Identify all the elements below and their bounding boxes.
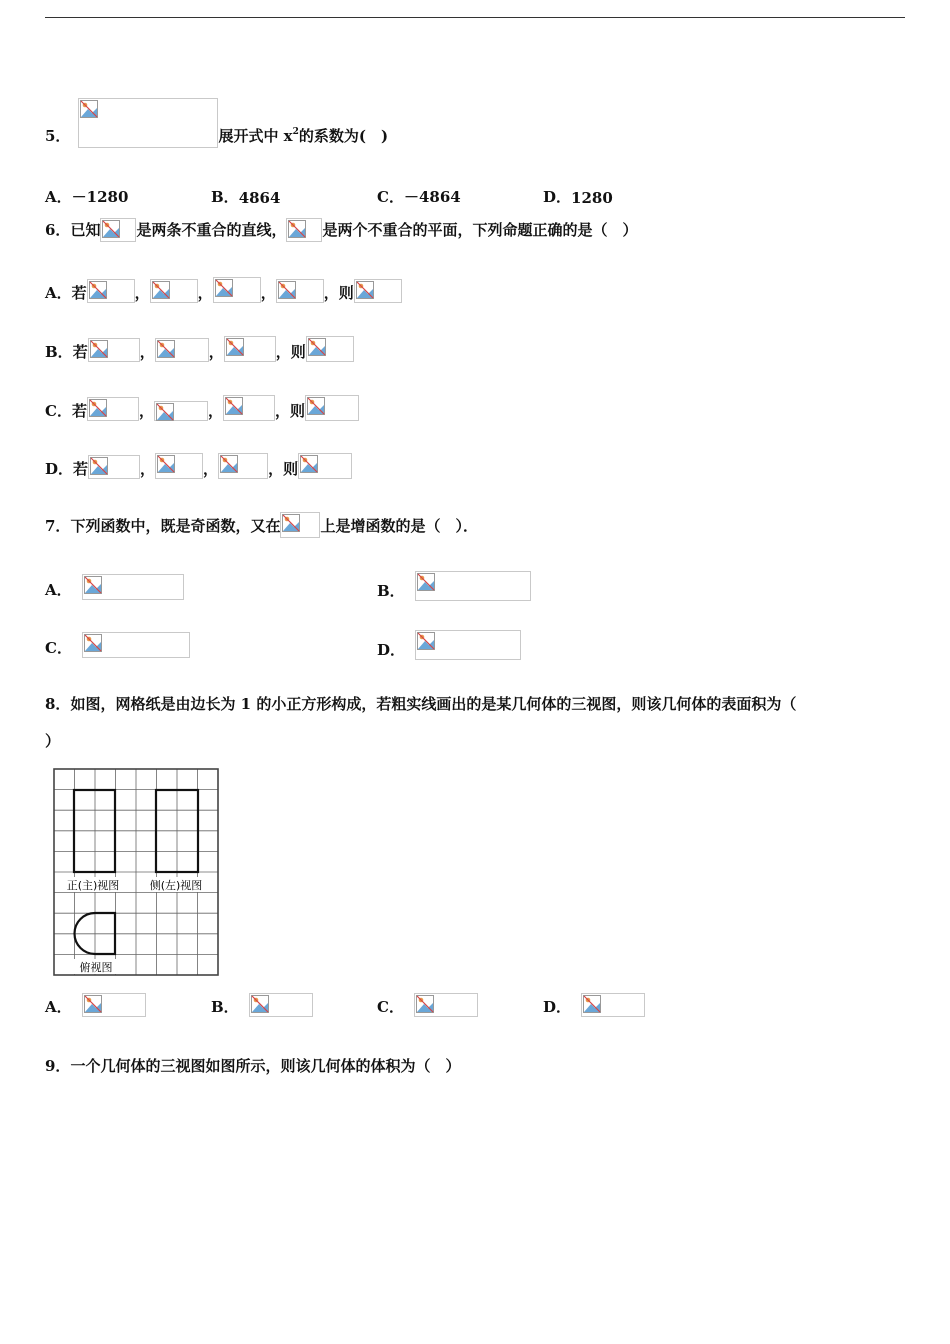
broken-image-icon [84, 634, 102, 652]
formula-image-placeholder [78, 98, 218, 148]
side-view-label: 侧(左)视图 [149, 879, 203, 892]
broken-image-icon [80, 100, 98, 118]
question-6 [45, 218, 637, 242]
question-text: 如图，网格纸是由边长为 1 的小正方形构成，若粗实线画出的是某几何体的三视图，则该几何体的表面积为（ [70, 695, 797, 713]
formula-image-placeholder [213, 277, 261, 303]
top-view-label: 俯视图 [79, 961, 113, 974]
broken-image-icon [307, 397, 325, 415]
broken-image-icon [102, 220, 120, 238]
question-8 [45, 693, 796, 714]
broken-image-icon [89, 281, 107, 299]
q8-option-c[interactable]: C． [377, 993, 478, 1017]
broken-image-icon [90, 340, 108, 358]
q5-option-d[interactable]: D． 1280 [543, 188, 613, 207]
broken-image-icon [282, 514, 300, 532]
formula-image-placeholder [354, 279, 402, 303]
broken-image-icon [417, 573, 435, 591]
broken-image-icon [225, 397, 243, 415]
formula-image-placeholder [276, 279, 324, 303]
question-number: 7． [45, 517, 71, 535]
header-rule [45, 17, 905, 18]
formula-image-placeholder [154, 401, 208, 421]
question-9 [45, 1055, 460, 1076]
question-5 [45, 98, 388, 148]
question-7 [45, 512, 478, 538]
q6-option-a[interactable]: A． 若 ， ， ， ，则 [45, 277, 402, 303]
broken-image-icon [583, 995, 601, 1013]
q6-option-c[interactable]: C． 若 ， ， ，则 [45, 395, 359, 421]
broken-image-icon [300, 455, 318, 473]
three-view-grid-figure [53, 768, 219, 976]
q5-option-a[interactable]: A． －1280 [45, 188, 129, 206]
question-text: 一个几何体的三视图如图所示，则该几何体的体积为（ ） [70, 1057, 461, 1075]
question-text: 展开式中 $x^2$的系数为( ) [218, 127, 389, 145]
front-view-label: 正(主)视图 [66, 879, 120, 892]
q6-option-b[interactable]: B． 若 ， ， ，则 [45, 336, 354, 362]
formula-image-placeholder [280, 512, 320, 538]
question-number: 5． [45, 127, 71, 145]
question-text: 是两个不重合的平面，下列命题正确的是（ ） [322, 221, 638, 239]
formula-image-placeholder [218, 453, 268, 479]
q5-option-c[interactable]: C． －4864 [377, 188, 461, 206]
q7-option-b[interactable]: B． [377, 571, 531, 601]
broken-image-icon [278, 281, 296, 299]
q6-option-d[interactable]: D． 若 ， ， ，则 [45, 453, 352, 479]
q7-option-d[interactable]: D． [377, 630, 521, 660]
question-text: 已知 [70, 221, 101, 239]
broken-image-icon [308, 338, 326, 356]
question-text: 下列函数中，既是奇函数，又在 [70, 517, 281, 535]
broken-image-icon [152, 281, 170, 299]
formula-image-placeholder [87, 279, 135, 303]
formula-image-placeholder [415, 571, 531, 601]
broken-image-icon [220, 455, 238, 473]
formula-image-placeholder [82, 993, 146, 1017]
formula-image-placeholder [155, 338, 209, 362]
broken-image-icon [417, 632, 435, 650]
formula-image-placeholder [581, 993, 645, 1017]
broken-image-icon [156, 403, 174, 421]
q8-option-d[interactable]: D． [543, 993, 645, 1017]
broken-image-icon [90, 457, 108, 475]
question-text: 是两条不重合的直线， [136, 221, 287, 239]
broken-image-icon [416, 995, 434, 1013]
formula-image-placeholder [298, 453, 352, 479]
broken-image-icon [288, 220, 306, 238]
broken-image-icon [84, 576, 102, 594]
broken-image-icon [251, 995, 269, 1013]
question-8-cont [45, 730, 60, 751]
broken-image-icon [84, 995, 102, 1013]
formula-image-placeholder [87, 397, 139, 421]
formula-image-placeholder [155, 453, 203, 479]
question-number: 8． [45, 695, 71, 713]
formula-image-placeholder [150, 279, 198, 303]
formula-image-placeholder [82, 632, 190, 658]
q5-option-b[interactable]: B． 4864 [211, 188, 281, 207]
formula-image-placeholder [414, 993, 478, 1017]
q8-option-b[interactable]: B． [211, 993, 313, 1017]
broken-image-icon [157, 455, 175, 473]
broken-image-icon [356, 281, 374, 299]
q7-option-c[interactable]: C． [45, 632, 190, 658]
q7-option-a[interactable]: A． [45, 574, 184, 600]
formula-image-placeholder [306, 336, 354, 362]
formula-image-placeholder [286, 218, 322, 242]
formula-image-placeholder [224, 336, 276, 362]
formula-image-placeholder [88, 338, 140, 362]
formula-image-placeholder [223, 395, 275, 421]
broken-image-icon [215, 279, 233, 297]
question-text: ） [45, 732, 61, 750]
broken-image-icon [157, 340, 175, 358]
broken-image-icon [226, 338, 244, 356]
formula-image-placeholder [305, 395, 359, 421]
formula-image-placeholder [415, 630, 521, 660]
q8-option-a[interactable]: A． [45, 993, 146, 1017]
formula-image-placeholder [88, 455, 140, 479]
question-number: 9． [45, 1057, 71, 1075]
formula-image-placeholder [100, 218, 136, 242]
question-text: 上是增函数的是（ ）． [320, 517, 478, 535]
formula-image-placeholder [249, 993, 313, 1017]
formula-image-placeholder [82, 574, 184, 600]
broken-image-icon [89, 399, 107, 417]
question-number: 6． [45, 221, 71, 239]
